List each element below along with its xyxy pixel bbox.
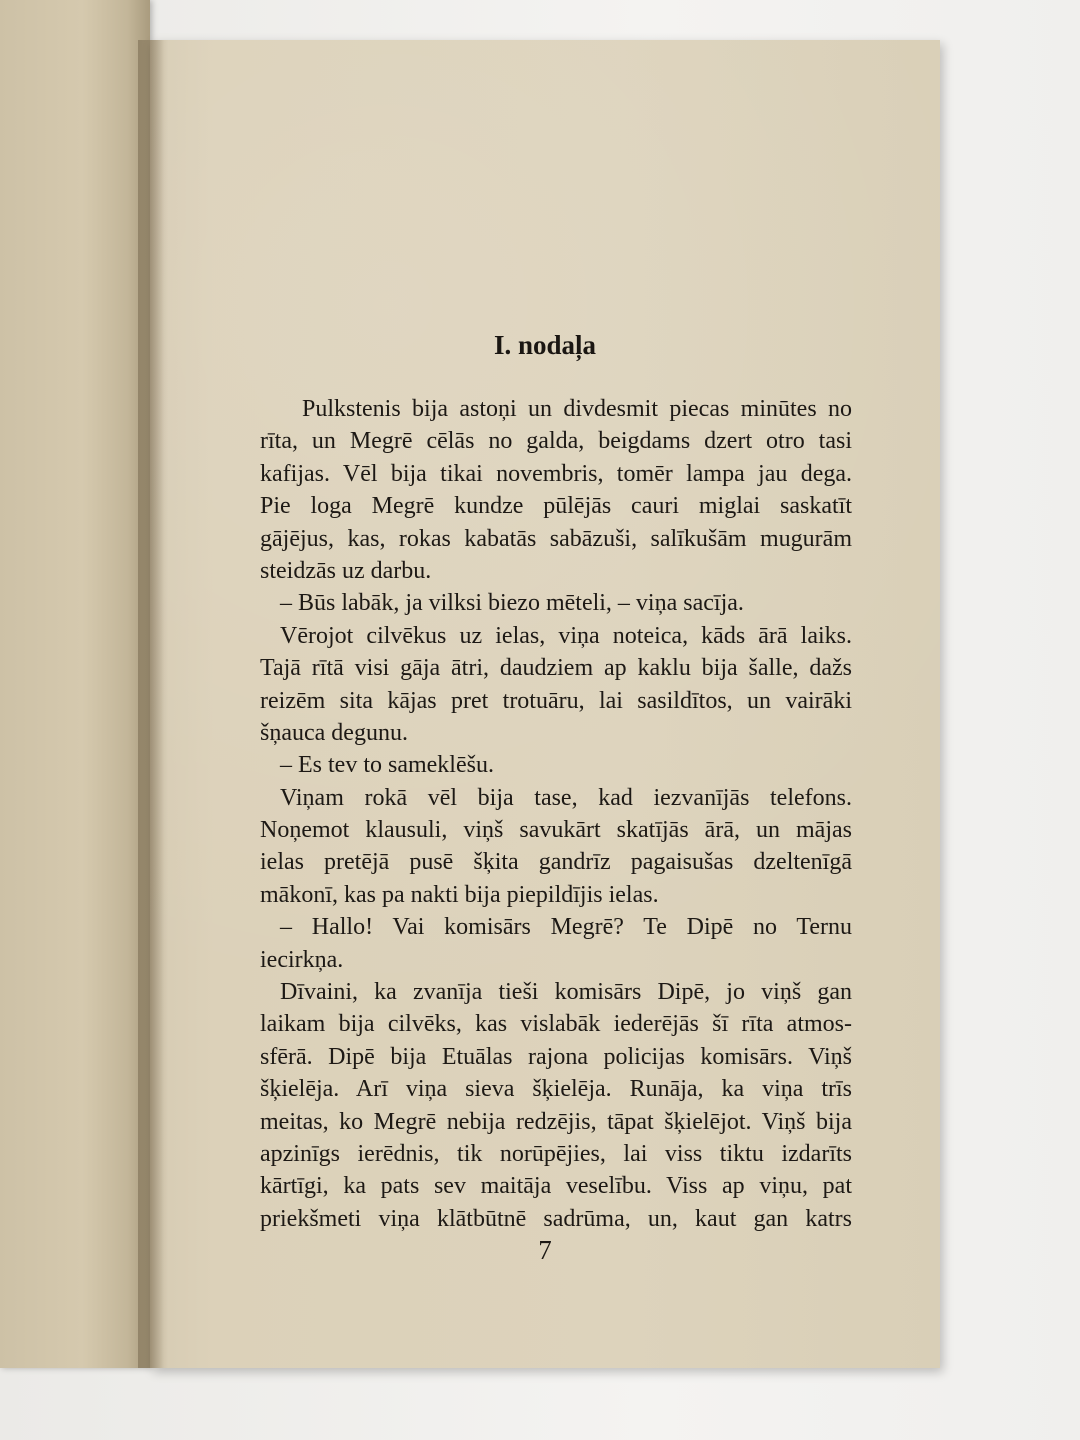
text-line: Tajā rītā visi gāja ātri, daudziem ap kaklu bija šalle, dažs bbox=[260, 655, 852, 682]
text-line: meitas, ko Megrē nebija redzējis, tāpat šķielējot. Viņš bija bbox=[260, 1108, 852, 1135]
text-line: Viņam rokā vēl bija tase, kad iezvanījās telefons. bbox=[280, 784, 852, 811]
facing-page bbox=[0, 0, 150, 1368]
text-line: – Būs labāk, ja vilksi biezo mēteli, – viņa sacīja. bbox=[280, 590, 744, 617]
text-line: mākonī, kas pa nakti bija piepildījis ielas. bbox=[260, 881, 659, 908]
text-line: Pie loga Megrē kundze pūlējās cauri miglai saskatīt bbox=[260, 493, 852, 520]
text-line: rīta, un Megrē cēlās no galda, beigdams dzert otro tasi bbox=[260, 428, 852, 455]
text-line: laikam bija cilvēks, kas vislabāk iederējās šī rīta atmos- bbox=[260, 1011, 852, 1038]
text-line: Noņemot klausuli, viņš savukārt skatījās ārā, un mājas bbox=[260, 817, 852, 844]
text-line: Pulkstenis bija astoņi un divdesmit piecas minūtes no bbox=[302, 396, 852, 422]
page-number: 7 bbox=[538, 1235, 552, 1265]
text-line: kafijas. Vēl bija tikai novembris, tomēr lampa jau dega. bbox=[260, 460, 852, 487]
gutter-shadow bbox=[138, 40, 168, 1368]
text-line: sfērā. Dipē bija Etuālas rajona policijas komisārs. Viņš bbox=[260, 1043, 852, 1070]
text-line: kārtīgi, ka pats sev maitāja veselību. Viss ap viņu, pat bbox=[260, 1173, 852, 1200]
text-line: steidzās uz darbu. bbox=[260, 557, 432, 584]
text-line: šņauca degunu. bbox=[260, 719, 408, 746]
text-line: šķielēja. Arī viņa sieva šķielēja. Runāja, ka viņa trīs bbox=[260, 1076, 852, 1103]
book-page bbox=[150, 40, 940, 1368]
text-line: ielas pretējā pusē šķita gandrīz pagaisušas dzeltenīgā bbox=[260, 849, 852, 876]
chapter-title: I. nodaļa bbox=[493, 330, 597, 360]
text-line: apzinīgs ierēdnis, tik norūpējies, lai viss tiktu izdarīts bbox=[260, 1140, 852, 1167]
text-line: Vērojot cilvēkus uz ielas, viņa noteica, kāds ārā laiks. bbox=[280, 622, 852, 649]
text-line: – Es tev to sameklēšu. bbox=[280, 752, 494, 779]
text-line: gājējus, kas, rokas kabatās sabāzuši, salīkušām mugurām bbox=[260, 525, 852, 552]
text-line: iecirkņa. bbox=[260, 946, 344, 973]
text-line: reizēm sita kājas pret trotuāru, lai sasildītos, un vairāki bbox=[260, 687, 852, 714]
text-line: – Hallo! Vai komisārs Megrē? Te Dipē no Ternu bbox=[280, 914, 852, 941]
text-line: priekšmeti viņa klātbūtnē sadrūma, un, kaut gan katrs bbox=[260, 1205, 852, 1232]
text-line: Dīvaini, ka zvanīja tieši komisārs Dipē, jo viņš gan bbox=[280, 979, 852, 1006]
body-text bbox=[260, 393, 852, 1235]
